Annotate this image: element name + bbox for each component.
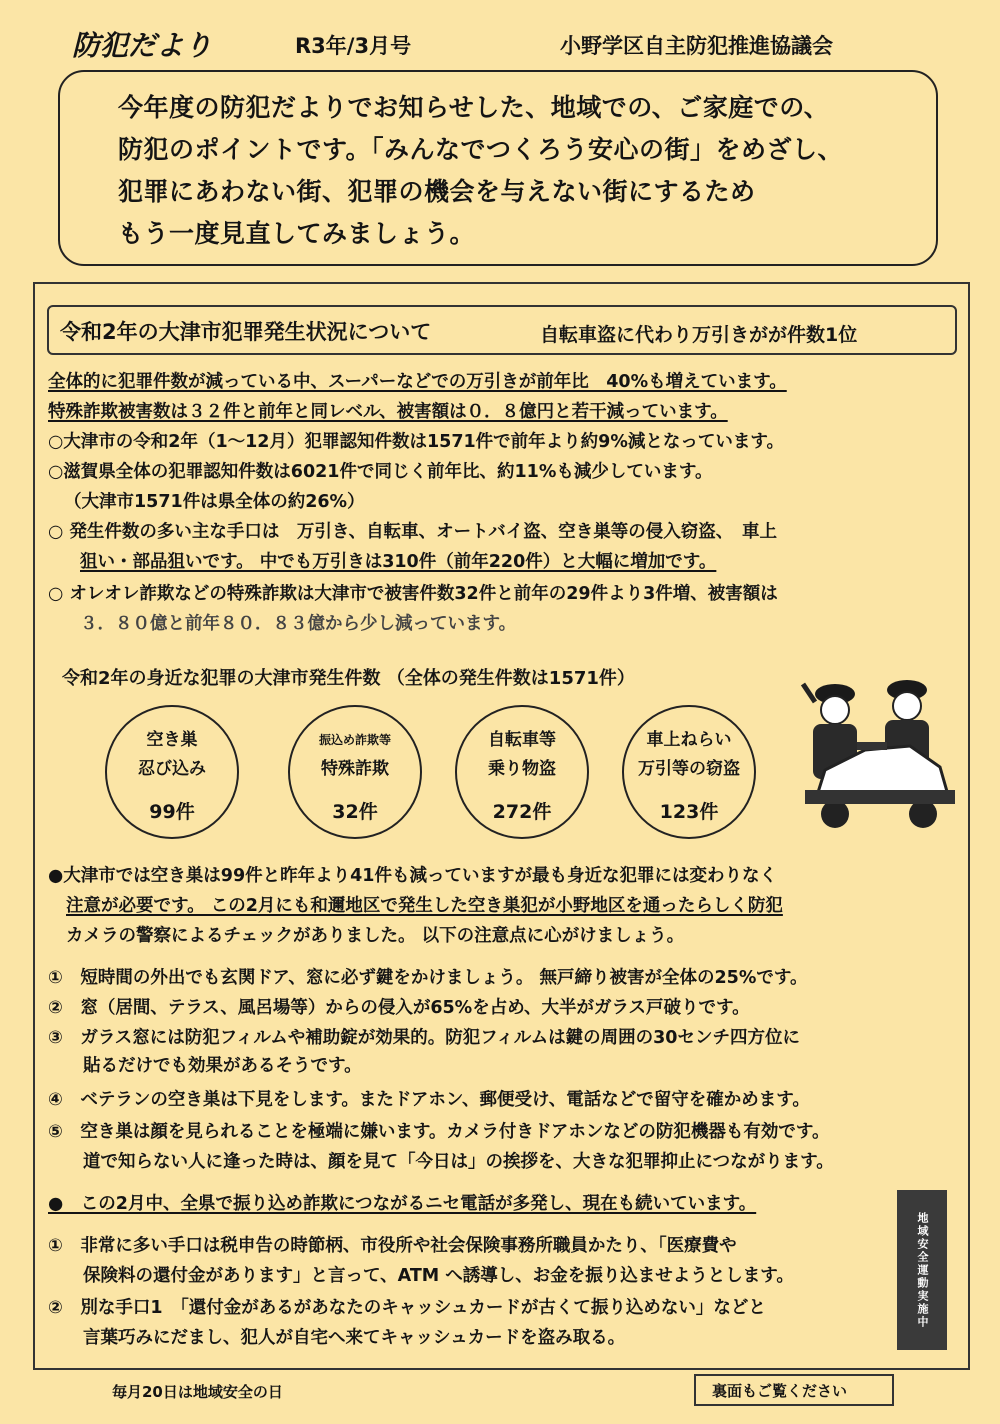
circle-label-2: 忍び込み [138, 759, 206, 779]
circle-count: 272件 [492, 801, 552, 823]
circle-label-2: 万引等の窃盗 [638, 759, 740, 779]
stat-circle-bicycle [455, 705, 589, 839]
organization-name: 小野学区自主防犯推進協議会 [560, 34, 833, 58]
circle-label-1: 車上ねらい [646, 730, 732, 750]
stats-line: ○大津市の令和2年（1～12月）犯罪認知件数は1571件で前年より約9%減となっています。 [48, 432, 784, 452]
stats-line: ○ 発生件数の多い主な手口は 万引き、自転車、オートバイ盗、空き巣等の侵入窃盗、 車上 [48, 522, 778, 542]
stats-line: 全体的に犯罪件数が減っている中、スーパーなどでの万引きが前年比 40%も増えています。 [48, 372, 787, 392]
tip-line: ① 短時間の外出でも玄関ドア、窓に必ず鍵をかけましょう。 無戸締り被害が全体の25%です。 [48, 968, 808, 988]
tip-line: 貼るだけでも効果があるそうです。 [48, 1056, 362, 1076]
tip-line: ④ ベテランの空き巣は下見をします。またドアホン、郵便受け、電話などで留守を確かめます。 [48, 1090, 810, 1110]
tip-line: 道で知らない人に逢った時は、顔を見て「今日は」の挨拶を、大きな犯罪抑止につながります。 [48, 1152, 834, 1172]
circle-count: 32件 [332, 801, 378, 823]
stats-line: （大津市1571件は県全体の約26%） [64, 492, 365, 512]
intro-line: もう一度見直してみましょう。 [118, 219, 476, 248]
stat-circle-fraud [288, 705, 422, 839]
circle-label-1: 振込め詐欺等 [318, 733, 391, 747]
intro-line: 防犯のポイントです。「みんなでつくろう安心の街」をめざし、 [118, 135, 844, 164]
circle-label-2: 特殊詐欺 [321, 759, 389, 779]
stats-line: ３．８０億と前年８０．８３億から少し減っています。 [80, 614, 517, 634]
fraud-line: ① 非常に多い手口は税申告の時節柄、市役所や社会保険事務所職員かたり、「医療費や [48, 1236, 737, 1256]
tip-line: ② 窓（居間、テラス、風呂場等）からの侵入が65%を占め、大半がガラス戸破りです。 [48, 998, 750, 1018]
tip-line: ⑤ 空き巣は顔を見られることを極端に嫌います。カメラ付きドアホンなどの防犯機器も有効です。 [48, 1122, 830, 1142]
fraud-line: 言葉巧みにだまし、犯人が自宅へ来てキャッシュカードを盗み取る。 [48, 1328, 626, 1348]
burglary-line: 注意が必要です。 この2月にも和邇地区で発生した空き巣犯が小野地区を通ったらしく防犯 [66, 896, 783, 916]
footer-note: 毎月20日は地域安全の日 [112, 1383, 283, 1401]
circle-label-1: 自転車等 [488, 730, 556, 750]
circle-count: 99件 [149, 801, 195, 823]
police-illustration-icon [795, 672, 955, 837]
circle-label-2: 乗り物盗 [488, 759, 556, 779]
community-safety-sign: 地域安全運動実施中 [897, 1190, 947, 1350]
intro-line: 犯罪にあわない街、犯罪の機会を与えない街にするため [118, 177, 756, 206]
newsletter-title: 防犯だより [72, 29, 213, 62]
stats-line: 特殊詐欺被害数は３２件と前年と同レベル、被害額は０．８億円と若干減っています。 [48, 402, 728, 422]
burglary-line: ●大津市では空き巣は99件と昨年より41件も減っていますが最も身近な犯罪には変わりなく [48, 866, 777, 886]
circle-count: 123件 [659, 801, 719, 823]
stats-line: 狙い・部品狙いです。 中でも万引きは310件（前年220件）と大幅に増加です。 [80, 552, 717, 572]
stats-line: ○ オレオレ詐欺などの特殊詐欺は大津市で被害件数32件と前年の29件より3件増、被害額は [48, 584, 778, 604]
fraud-line: ● この2月中、全県で振り込め詐欺につながるニセ電話が多発し、現在も続いています。 [48, 1194, 757, 1214]
see-reverse-note: 裏面もご覧ください [712, 1382, 848, 1400]
stat-circle-burglary [105, 705, 239, 839]
stats-line: ○滋賀県全体の犯罪認知件数は6021件で同じく前年比、約11%も減少しています。 [48, 462, 713, 482]
intro-line: 今年度の防犯だよりでお知らせした、地域での、ご家庭での、 [118, 93, 830, 122]
tip-line: ③ ガラス窓には防犯フィルムや補助錠が効果的。防犯フィルムは鍵の周囲の30センチ四方位に [48, 1028, 800, 1048]
circles-title: 令和2年の身近な犯罪の大津市発生件数 （全体の発生件数は1571件） [62, 668, 635, 689]
section-subtitle: 自転車盗に代わり万引きがが件数1位 [540, 324, 858, 346]
burglary-line: カメラの警察によるチェックがありました。 以下の注意点に心がけましょう。 [66, 926, 685, 946]
fraud-line: ② 別な手口1 「還付金があるがあなたのキャッシュカードが古くて振り込めない」などと [48, 1298, 766, 1318]
section-title: 令和2年の大津市犯罪発生状況について [60, 320, 432, 344]
stat-circle-theft [622, 705, 756, 839]
circle-label-1: 空き巣 [146, 730, 198, 750]
issue-label: R3年/3月号 [295, 34, 412, 58]
fraud-line: 保険料の還付金があります」と言って、ATM へ誘導し、お金を振り込ませようとします。 [48, 1266, 794, 1286]
